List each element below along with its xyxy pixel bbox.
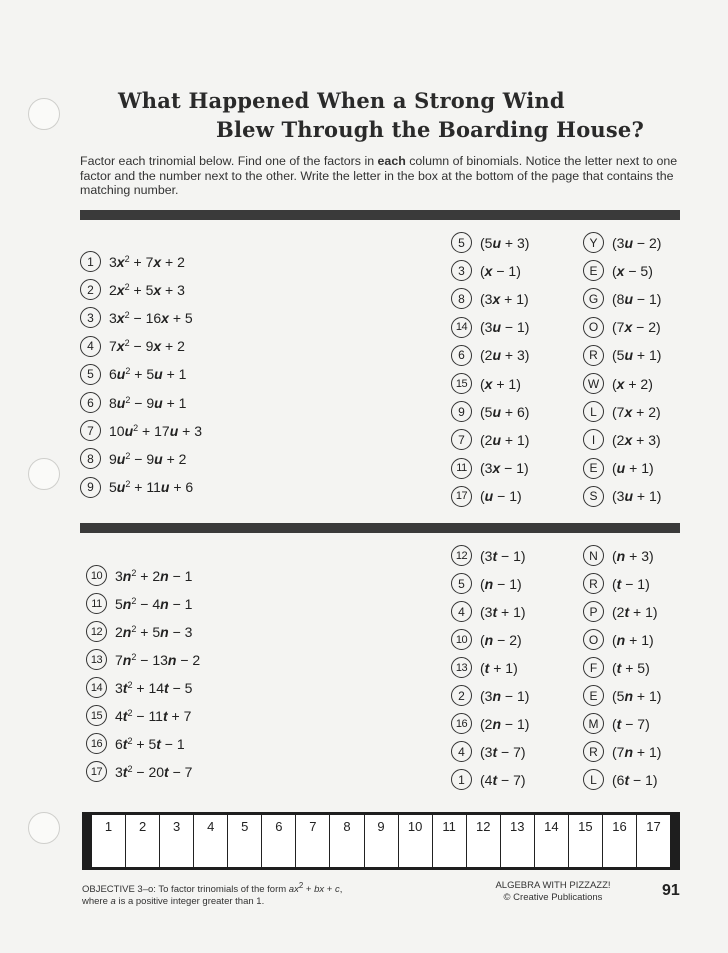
math-expression: $7x^2 - 9x + 2$ <box>109 338 185 355</box>
math-expression: $6u^2 + 5u + 1$ <box>109 366 187 383</box>
circled-label: F <box>583 657 604 678</box>
list-item <box>451 713 529 734</box>
answer-box-number: 7 <box>309 819 317 834</box>
answer-box[interactable] <box>501 815 535 867</box>
math-expression: (7x − 2) <box>612 319 661 336</box>
math-expression: (u + 1) <box>612 460 654 477</box>
list-item <box>451 741 526 762</box>
answer-box[interactable] <box>569 815 603 867</box>
answer-box[interactable] <box>467 815 501 867</box>
answer-box-number: 17 <box>646 819 661 834</box>
answer-box[interactable] <box>228 815 262 867</box>
answer-box-number: 8 <box>343 819 351 834</box>
circled-label: 6 <box>451 345 472 366</box>
math-expression: (7n + 1) <box>612 743 662 760</box>
math-expression: $4t^2 - 11t + 7$ <box>115 707 192 724</box>
book-title: ALGEBRA WITH PIZZAZZ! <box>495 880 611 891</box>
list-item <box>451 317 529 338</box>
answer-box[interactable] <box>330 815 364 867</box>
circled-label: 2 <box>80 279 101 300</box>
circled-label: Y <box>583 232 604 253</box>
math-expression: $2x^2 + 5x + 3$ <box>109 281 185 298</box>
math-expression: (n + 3) <box>612 547 654 564</box>
math-expression: (6t − 1) <box>612 771 658 788</box>
math-expression: $5n^2 - 4n - 1$ <box>115 595 193 612</box>
list-item <box>80 307 193 328</box>
list-item <box>583 685 661 706</box>
answer-box[interactable] <box>296 815 330 867</box>
answer-box-number: 5 <box>241 819 249 834</box>
math-expression: (3u + 1) <box>612 488 662 505</box>
math-expression: (t − 7) <box>612 715 650 732</box>
circled-label: 7 <box>451 429 472 450</box>
objective-line-1: OBJECTIVE 3–o: To factor trinomials of the form $ax^2$ + bx + c, <box>82 881 343 896</box>
circled-label: L <box>583 401 604 422</box>
list-item <box>451 657 518 678</box>
circled-label: N <box>583 545 604 566</box>
circled-label: 3 <box>80 307 101 328</box>
circled-label: R <box>583 345 604 366</box>
math-expression: $5u^2 + 11u + 6$ <box>109 479 194 496</box>
binder-hole <box>28 458 60 490</box>
list-item <box>80 448 186 469</box>
circled-label: M <box>583 713 604 734</box>
list-item <box>583 345 661 366</box>
answer-box[interactable] <box>365 815 399 867</box>
title-line-1: What Happened When a Strong Wind <box>118 88 565 113</box>
list-item <box>80 364 186 385</box>
list-item <box>583 713 650 734</box>
math-expression: $8u^2 - 9u + 1$ <box>109 394 187 411</box>
math-expression: (3t + 1) <box>480 603 526 620</box>
list-item <box>583 769 658 790</box>
answer-box-number: 16 <box>612 819 627 834</box>
circled-label: 4 <box>451 601 472 622</box>
list-item <box>451 429 529 450</box>
circled-label: R <box>583 741 604 762</box>
list-item <box>80 420 202 441</box>
math-expression: $10u^2 + 17u + 3$ <box>109 422 202 439</box>
circled-label: G <box>583 288 604 309</box>
instructions <box>80 154 680 198</box>
list-item <box>583 486 661 507</box>
list-item <box>86 565 192 586</box>
list-item <box>583 601 658 622</box>
math-expression: $3t^2 - 20t - 7$ <box>115 763 193 780</box>
list-item <box>86 677 192 698</box>
list-item <box>86 593 192 614</box>
math-expression: (3x + 1) <box>480 290 529 307</box>
list-item <box>80 336 185 357</box>
publisher-credit <box>470 880 636 903</box>
list-item <box>80 251 185 272</box>
circled-label: 10 <box>86 565 107 586</box>
circled-label: 5 <box>451 232 472 253</box>
circled-label: 17 <box>86 761 107 782</box>
circled-label: 7 <box>80 420 101 441</box>
answer-box-row <box>92 815 670 867</box>
math-expression: (5u + 1) <box>612 347 662 364</box>
circled-label: 1 <box>80 251 101 272</box>
list-item <box>451 373 521 394</box>
math-expression: $3x^2 - 16x + 5$ <box>109 309 193 326</box>
math-expression: (t + 5) <box>612 659 650 676</box>
math-expression: (3u − 1) <box>480 319 530 336</box>
circled-label: 10 <box>451 629 472 650</box>
circled-label: 12 <box>451 545 472 566</box>
math-expression: (x + 2) <box>612 375 653 392</box>
math-expression: (5n + 1) <box>612 687 662 704</box>
math-expression: (t + 1) <box>480 659 518 676</box>
circled-label: 3 <box>451 260 472 281</box>
list-item <box>583 657 650 678</box>
circled-label: P <box>583 601 604 622</box>
circled-label: E <box>583 685 604 706</box>
math-expression: (2x + 3) <box>612 431 661 448</box>
instructions-emphasis: each <box>377 154 406 168</box>
answer-box-number: 3 <box>173 819 181 834</box>
list-item <box>583 288 661 309</box>
answer-box-number: 4 <box>207 819 215 834</box>
math-expression: (7x + 2) <box>612 403 661 420</box>
circled-label: 5 <box>80 364 101 385</box>
circled-label: 9 <box>451 401 472 422</box>
math-expression: (x − 5) <box>612 262 653 279</box>
list-item <box>451 629 522 650</box>
circled-label: 1 <box>451 769 472 790</box>
list-item <box>451 769 526 790</box>
list-item <box>451 458 529 479</box>
list-item <box>80 392 186 413</box>
answer-box-number: 13 <box>510 819 525 834</box>
answer-box[interactable] <box>262 815 296 867</box>
math-expression: (2u + 1) <box>480 431 530 448</box>
title-line-2: Blew Through the Boarding House? <box>216 117 644 142</box>
objective-line-2: where a is a positive integer greater than 1. <box>82 895 265 907</box>
circled-label: 5 <box>451 573 472 594</box>
math-expression: $3n^2 + 2n - 1$ <box>115 567 193 584</box>
answer-box-number: 10 <box>407 819 423 834</box>
section-divider <box>80 523 680 533</box>
circled-label: 14 <box>451 317 472 338</box>
answer-box[interactable] <box>92 815 126 867</box>
list-item <box>583 317 661 338</box>
circled-label: 8 <box>80 448 101 469</box>
circled-label: W <box>583 373 604 394</box>
list-item <box>583 232 661 253</box>
list-item <box>80 279 185 300</box>
binder-hole <box>28 812 60 844</box>
answer-box-number: 9 <box>377 819 385 834</box>
math-expression: (x + 1) <box>480 375 521 392</box>
list-item <box>451 685 529 706</box>
list-item <box>451 573 522 594</box>
circled-label: R <box>583 573 604 594</box>
answer-box-number: 15 <box>578 819 593 834</box>
circled-label: 11 <box>86 593 107 614</box>
list-item <box>583 260 653 281</box>
answer-box-number: 2 <box>138 819 147 834</box>
answer-box[interactable] <box>194 815 228 867</box>
circled-label: S <box>583 486 604 507</box>
math-expression: (2u + 3) <box>480 347 530 364</box>
math-expression: (3t − 7) <box>480 743 526 760</box>
answer-box[interactable] <box>433 815 467 867</box>
list-item <box>451 345 529 366</box>
list-item <box>451 260 521 281</box>
circled-label: 2 <box>451 685 472 706</box>
list-item <box>86 705 191 726</box>
circled-label: 11 <box>451 458 472 479</box>
math-expression: (5u + 3) <box>480 234 530 251</box>
math-expression: (5u + 6) <box>480 403 530 420</box>
list-item <box>583 429 661 450</box>
answer-box[interactable] <box>160 815 194 867</box>
list-item <box>451 486 522 507</box>
math-expression: (2t + 1) <box>612 603 658 620</box>
answer-box[interactable] <box>603 815 637 867</box>
answer-box[interactable] <box>126 815 160 867</box>
list-item <box>86 761 192 782</box>
math-expression: (4t − 7) <box>480 771 526 788</box>
circled-label: 14 <box>86 677 107 698</box>
answer-box[interactable] <box>535 815 569 867</box>
circled-label: 17 <box>451 486 472 507</box>
list-item <box>86 649 200 670</box>
circled-label: E <box>583 458 604 479</box>
objective-note <box>82 880 342 907</box>
answer-box-strip <box>82 812 680 870</box>
answer-box[interactable] <box>399 815 433 867</box>
circled-label: 15 <box>86 705 107 726</box>
answer-box-number: 12 <box>475 819 491 834</box>
circled-label: O <box>583 629 604 650</box>
math-expression: $3t^2 + 14t - 5$ <box>115 679 193 696</box>
circled-label: 4 <box>451 741 472 762</box>
list-item <box>451 545 526 566</box>
math-expression: $7n^2 - 13n - 2$ <box>115 651 201 668</box>
circled-label: 4 <box>80 336 101 357</box>
math-expression: (2n − 1) <box>480 715 530 732</box>
math-expression: $6t^2 + 5t - 1$ <box>115 735 185 752</box>
list-item <box>451 401 529 422</box>
math-expression: (8u − 1) <box>612 290 662 307</box>
circled-label: I <box>583 429 604 450</box>
list-item <box>583 741 661 762</box>
math-expression: $3x^2 + 7x + 2$ <box>109 253 185 270</box>
list-item <box>583 629 654 650</box>
answer-box-number: 6 <box>275 819 283 834</box>
math-expression: (3t − 1) <box>480 547 526 564</box>
math-expression: $9u^2 - 9u + 2$ <box>109 450 187 467</box>
math-expression: (n + 1) <box>612 631 654 648</box>
circled-label: 16 <box>451 713 472 734</box>
list-item <box>86 733 185 754</box>
instructions-text: Factor each trinomial below. Find one of the factors in <box>80 154 378 168</box>
list-item <box>80 477 193 498</box>
list-item <box>583 458 654 479</box>
circled-label: E <box>583 260 604 281</box>
circled-label: 6 <box>80 392 101 413</box>
circled-label: 13 <box>451 657 472 678</box>
math-expression: (3x − 1) <box>480 460 529 477</box>
math-expression: (u − 1) <box>480 488 522 505</box>
math-expression: (3u − 2) <box>612 234 662 251</box>
list-item <box>583 373 653 394</box>
list-item <box>583 573 650 594</box>
math-expression: (3n − 1) <box>480 687 530 704</box>
math-expression: $2n^2 + 5n - 3$ <box>115 623 193 640</box>
instructions-text: column of binomials. Notice the letter next to one factor and the number next to the other. Write the letter in the box at the bottom of the page that contains the matching number. <box>80 154 678 197</box>
list-item <box>583 545 654 566</box>
list-item <box>451 232 529 253</box>
answer-box-number: 11 <box>442 819 456 834</box>
math-expression: (x − 1) <box>480 262 521 279</box>
circled-label: 8 <box>451 288 472 309</box>
publisher-name: © Creative Publications <box>503 891 603 903</box>
list-item <box>86 621 192 642</box>
answer-box-number: 1 <box>104 819 113 834</box>
binder-hole <box>28 98 60 130</box>
circled-label: 9 <box>80 477 101 498</box>
circled-label: 16 <box>86 733 107 754</box>
math-expression: (n − 1) <box>480 575 522 592</box>
circled-label: 15 <box>451 373 472 394</box>
math-expression: (t − 1) <box>612 575 650 592</box>
list-item <box>451 601 526 622</box>
list-item <box>583 401 661 422</box>
circled-label: O <box>583 317 604 338</box>
math-expression: (n − 2) <box>480 631 522 648</box>
circled-label: 12 <box>86 621 107 642</box>
answer-box[interactable] <box>637 815 670 867</box>
circled-label: 13 <box>86 649 107 670</box>
answer-box-number: 14 <box>544 819 559 834</box>
section-divider <box>80 210 680 220</box>
circled-label: L <box>583 769 604 790</box>
page-number: 91 <box>662 882 680 899</box>
list-item <box>451 288 529 309</box>
